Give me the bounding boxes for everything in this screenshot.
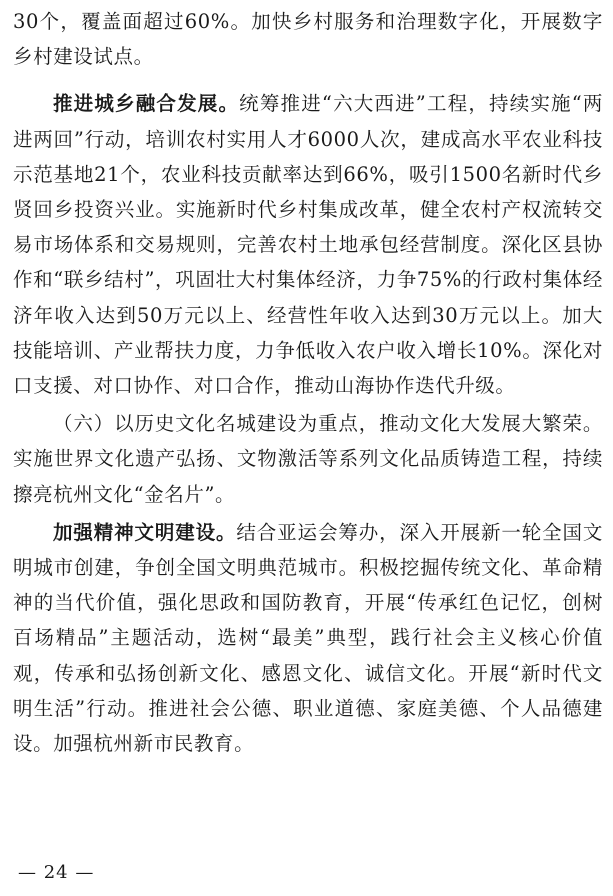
section-heading-historic-culture	[13, 406, 603, 512]
paragraph-text: 30个，覆盖面超过60%。加快乡村服务和治理数字化，开展数字乡村建设试点。	[13, 10, 603, 69]
page-number: — 24 —	[18, 862, 95, 883]
paragraph-urban-rural-integration	[13, 86, 603, 403]
paragraph-spiritual-civilization	[13, 515, 603, 761]
paragraph-text: 结合亚运会筹办，深入开展新一轮全国文明城市创建，争创全国文明典范城市。积极挖掘传统文化、革命精神的当代价值，强化思政和国防教育，开展“传承红色记忆，创树百场精品”主题活动，选树“最美”典型，践行社会主义核心价值观，传承和弘扬创新文化、感恩文化、诚信文化。开展“新时代文明生活”行动。推进社会公德、职业道德、家庭美德、个人品德建设。加强杭州新市民教育。	[13, 520, 603, 756]
document-body	[13, 0, 603, 761]
paragraph-text: （六）以历史文化名城建设为重点，推动文化大发展大繁荣。实施世界文化遗产弘扬、文物激活等系列文化品质铸造工程，持续擦亮杭州文化“金名片”。	[13, 412, 603, 506]
paragraph-rural-digital	[13, 4, 603, 74]
paragraph-lead-heading: 推进城乡融合发展。	[53, 92, 240, 116]
paragraph-lead-heading: 加强精神文明建设。	[53, 520, 237, 544]
paragraph-text: 统筹推进“六大西进”工程，持续实施“两进两回”行动，培训农村实用人才6000人次，建成高水平农业科技示范基地21个，农业科技贡献率达到66%，吸引1500名新时代乡贤回乡投资兴业。实施新时代乡村集成改革，健全农村产权流转交易市场体系和交易规则，完善农村土地承包经营制度。深化区县协作和“联乡结村”，巩固壮大村集体经济，力争75%的行政村集体经济年收入达到50万元以上、经营性年收入达到30万元以上。加大技能培训、产业帮扶力度，力争低收入农户收入增长10%。深化对口支援、对口协作、对口合作，推动山海协作迭代升级。	[13, 92, 603, 398]
